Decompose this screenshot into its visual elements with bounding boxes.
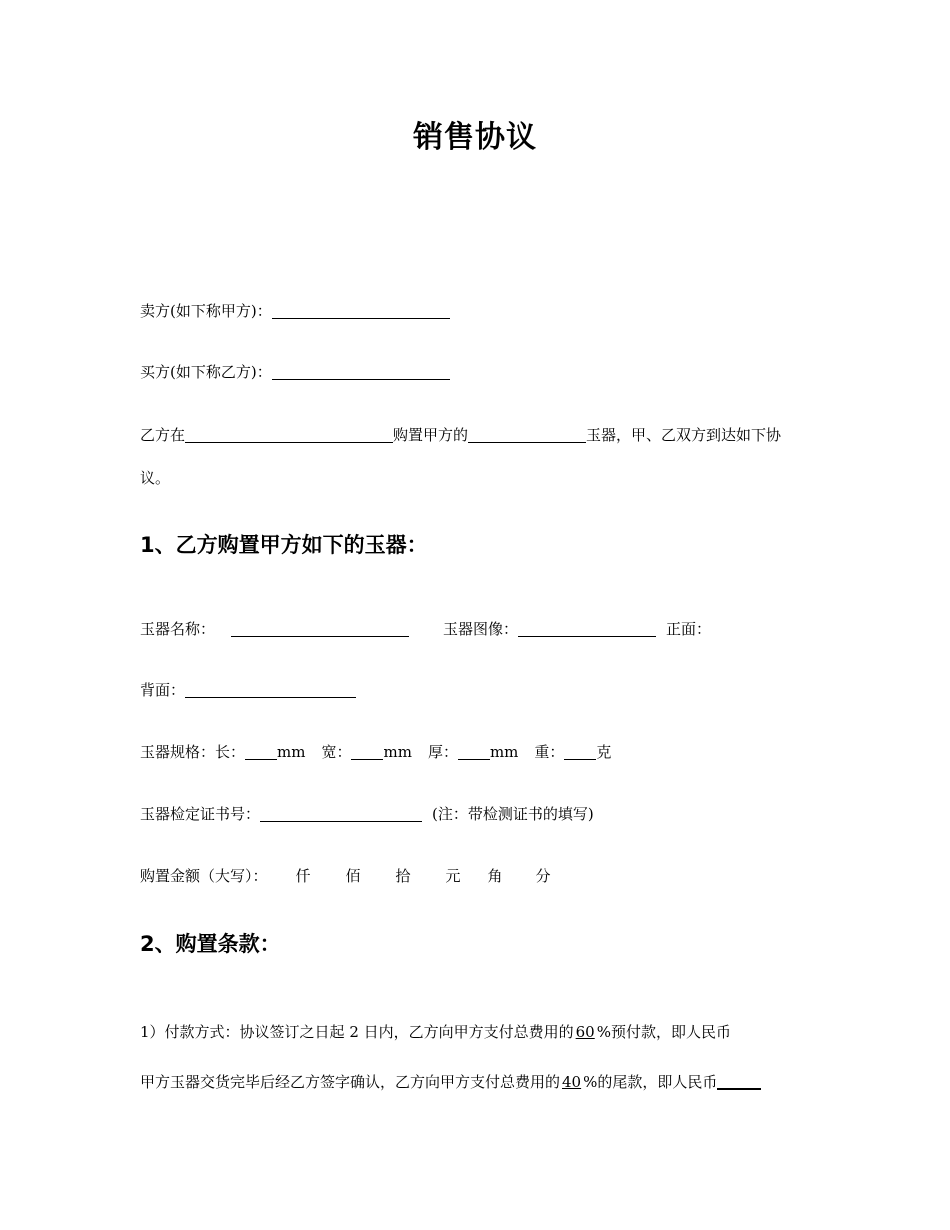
- cert-note: (注：带检测证书的填写): [432, 805, 594, 823]
- width-unit: mm: [383, 743, 412, 761]
- document-title: 销售协议: [413, 120, 537, 155]
- clause2-part1: 甲方玉器交货完毕后经乙方签字确认，乙方向甲方支付总费用的: [140, 1073, 561, 1091]
- amount-unit-fen: 分: [535, 867, 551, 885]
- thickness-blank[interactable]: [458, 743, 490, 760]
- cert-blank[interactable]: [260, 805, 422, 822]
- jade-name-blank[interactable]: [231, 620, 409, 637]
- final-percent: 40: [562, 1073, 582, 1091]
- jade-name-label: 玉器名称：: [140, 620, 216, 638]
- jade-name-line: [140, 618, 711, 639]
- final-amount-blank[interactable]: [717, 1072, 761, 1090]
- seller-label: 卖方(如下称甲方)：: [140, 302, 272, 320]
- cert-label: 玉器检定证书号：: [140, 805, 261, 823]
- jade-image-label: 玉器图像：: [443, 620, 519, 638]
- clause2-line: [140, 1071, 761, 1092]
- buyer-blank[interactable]: [272, 363, 450, 380]
- prepay-percent: 60: [575, 1023, 595, 1041]
- jade-type-blank[interactable]: [468, 426, 586, 443]
- buyer-label: 买方(如下称乙方)：: [140, 363, 272, 381]
- amount-line: [140, 865, 551, 886]
- clause1-part1: 1）付款方式：协议签订之日起 2 日内，乙方向甲方支付总费用的: [140, 1023, 574, 1041]
- back-line: [140, 679, 356, 700]
- intro-part3: 玉器，甲、乙双方到达如下协: [586, 426, 782, 444]
- date-blank[interactable]: [185, 426, 393, 443]
- amount-unit-shi: 拾: [395, 867, 411, 885]
- intro-line: [140, 424, 781, 445]
- intro-part4: 议。: [140, 469, 171, 487]
- clause1-line: [140, 1021, 731, 1042]
- thickness-unit: mm: [489, 743, 519, 761]
- cert-line: [140, 803, 594, 824]
- amount-unit-jiao: 角: [487, 867, 503, 885]
- intro-line-2: [140, 467, 170, 488]
- weight-unit: 克: [596, 743, 612, 761]
- spec-width-label: 宽：: [321, 743, 352, 761]
- amount-unit-bai: 佰: [345, 867, 361, 885]
- clause1-part2: %预付款，即人民币: [596, 1023, 731, 1041]
- spec-length-label: 玉器规格：长：: [140, 743, 246, 761]
- front-label: 正面：: [666, 620, 712, 638]
- intro-part1: 乙方在: [140, 426, 186, 444]
- seller-line: [140, 300, 450, 321]
- section2-heading: 2、购置条款：: [140, 932, 281, 956]
- length-blank[interactable]: [245, 743, 277, 760]
- section1-heading: 1、乙方购置甲方如下的玉器：: [140, 533, 428, 557]
- jade-image-blank[interactable]: [518, 620, 656, 637]
- spec-line: [140, 741, 611, 762]
- intro-part2: 购置甲方的: [393, 426, 469, 444]
- buyer-line: [140, 361, 450, 382]
- length-unit: mm: [277, 743, 306, 761]
- weight-blank[interactable]: [564, 743, 596, 760]
- clause2-part2: %的尾款，即人民币: [583, 1073, 718, 1091]
- width-blank[interactable]: [351, 743, 383, 760]
- spec-weight-label: 重：: [534, 743, 565, 761]
- amount-label: 购置金额（大写）：: [140, 867, 268, 885]
- amount-unit-qian: 仟: [295, 867, 311, 885]
- spec-thickness-label: 厚：: [427, 743, 458, 761]
- amount-unit-yuan: 元: [445, 867, 461, 885]
- back-label: 背面：: [140, 681, 186, 699]
- back-blank[interactable]: [185, 681, 356, 698]
- seller-blank[interactable]: [272, 302, 450, 319]
